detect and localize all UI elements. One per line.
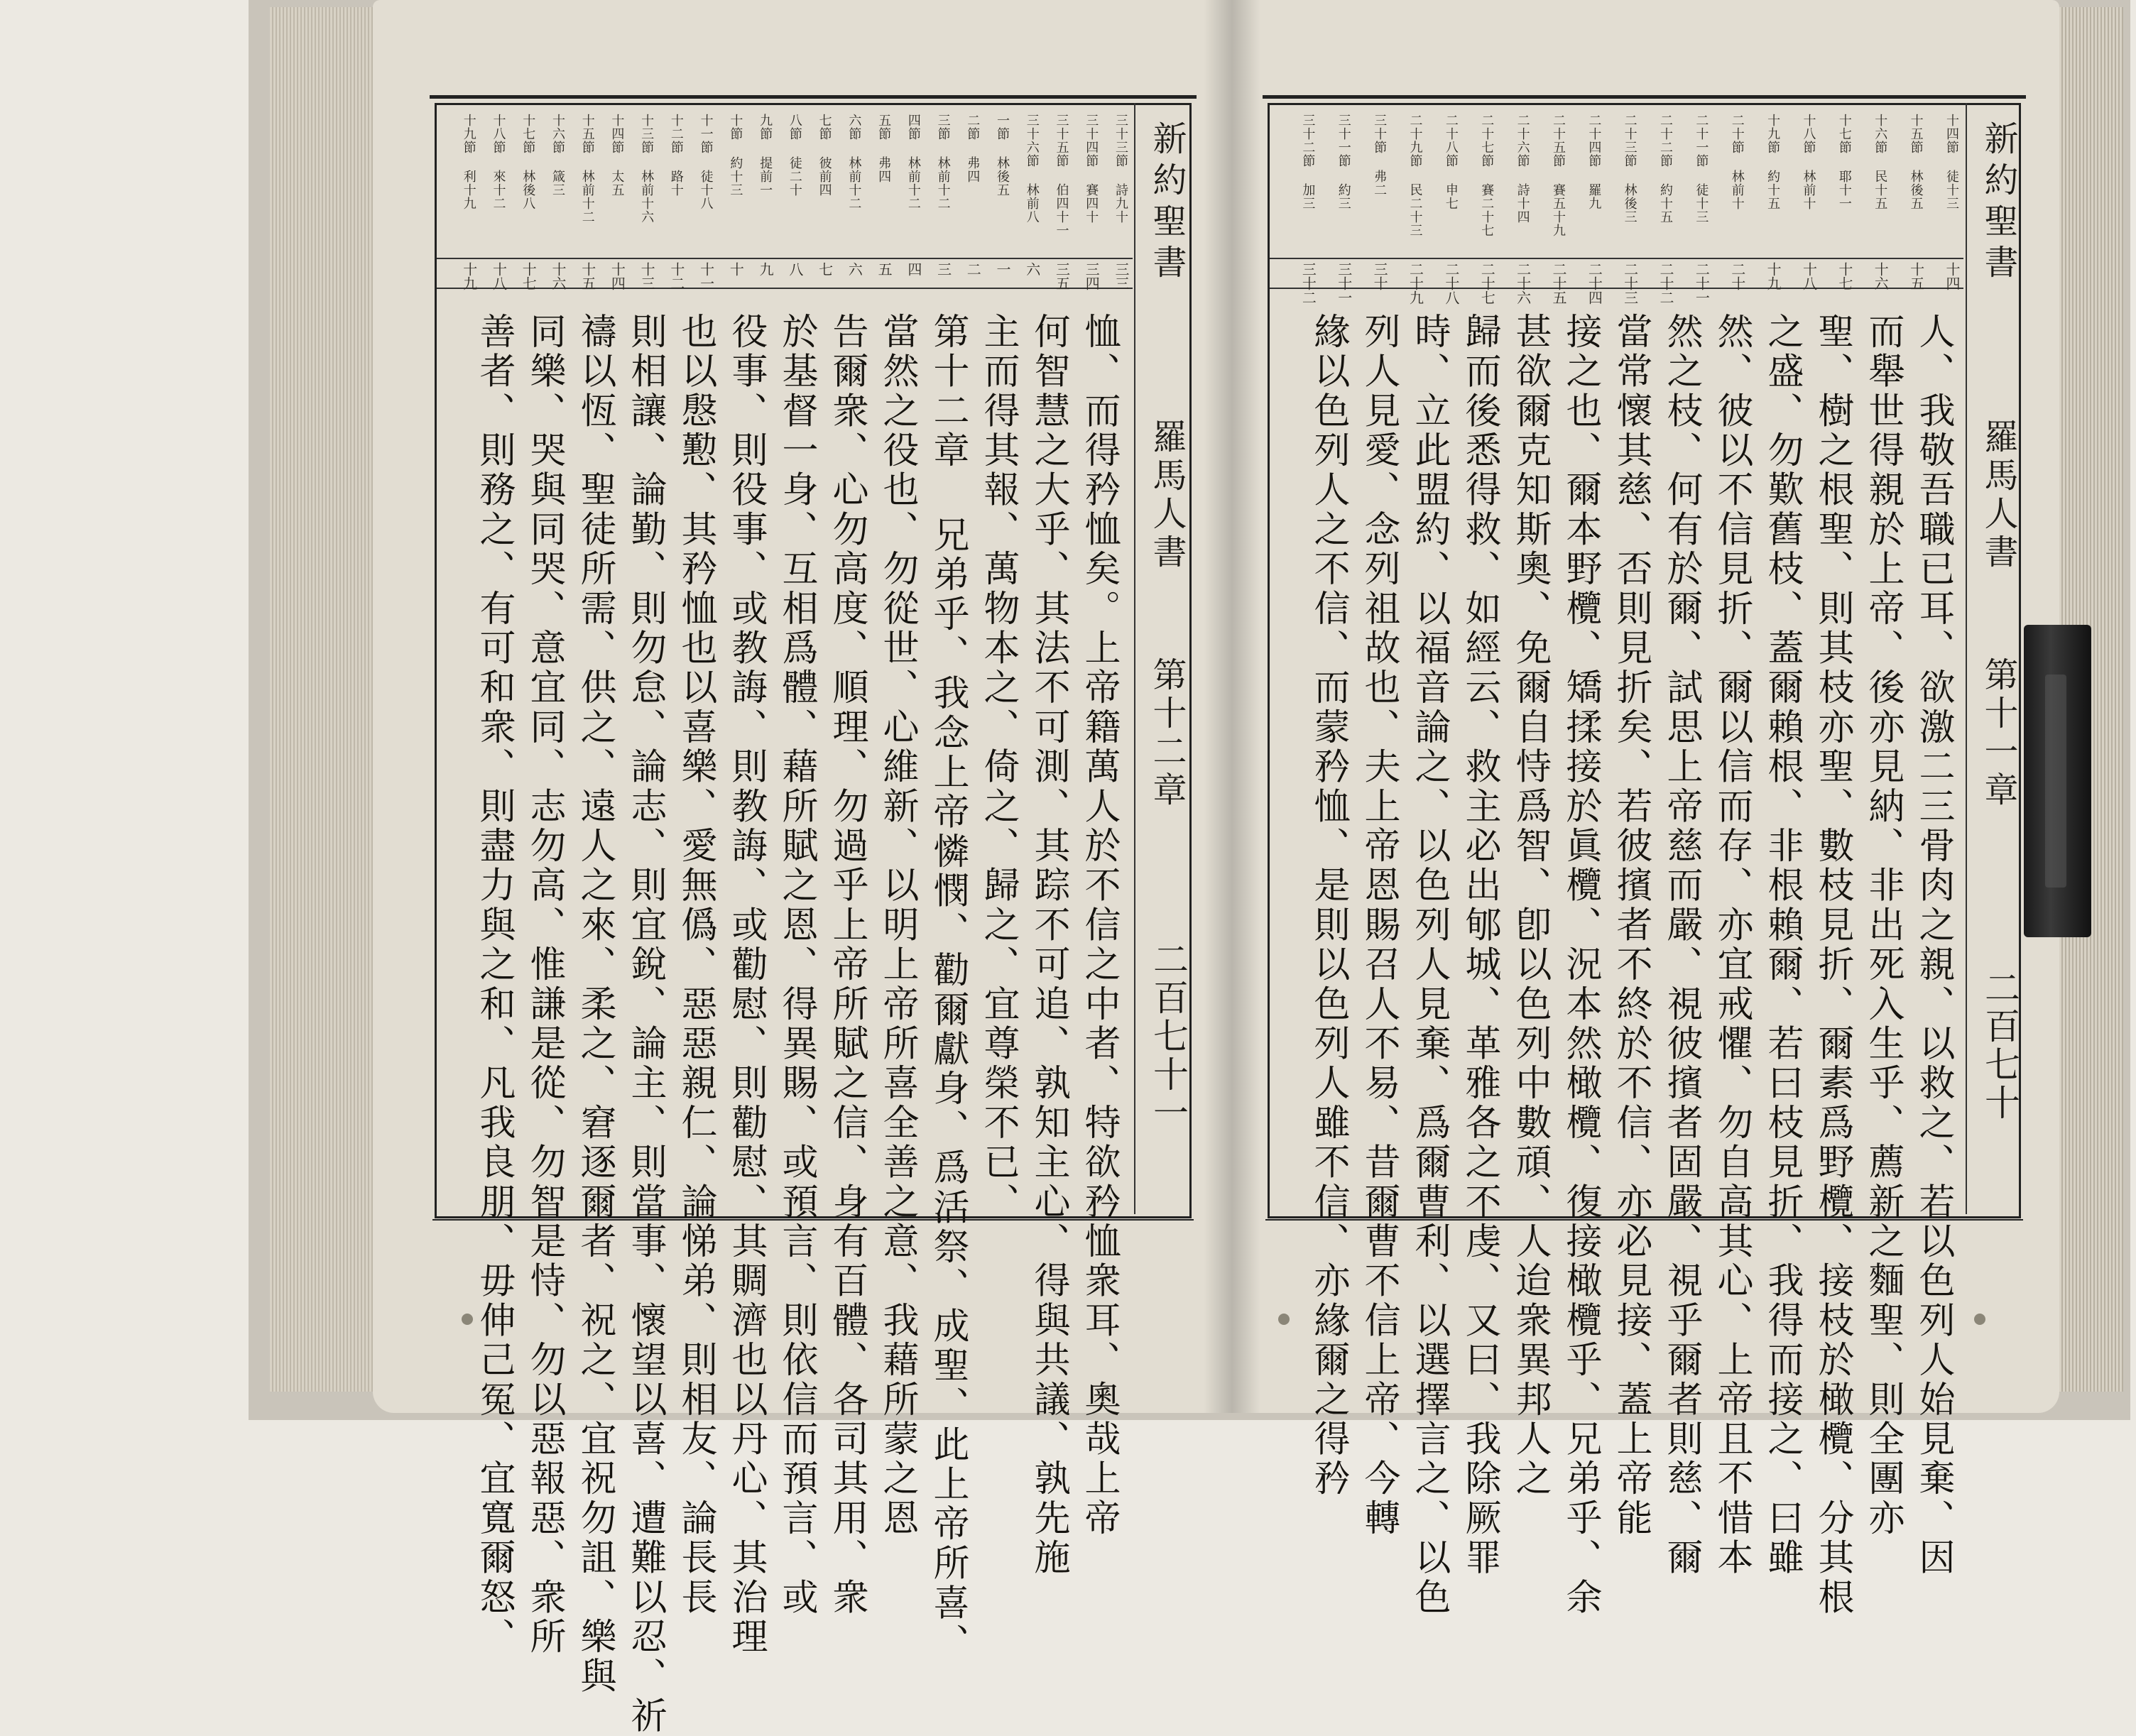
text-column: 列人見愛、念列祖故也、夫上帝恩賜召人不易、昔爾曹不信上帝、今轉 xyxy=(1358,312,1400,1539)
verse-number: 七 xyxy=(816,262,834,276)
page-edges-left xyxy=(270,7,383,1392)
verse-number: 二十三 xyxy=(1621,262,1639,305)
text-column: 甚欲爾克知斯奧、免爾自恃爲智、卽以色列中數頑、人迨衆異邦人之 xyxy=(1509,312,1551,1499)
reference-note: 八節 徒二十 xyxy=(787,114,802,197)
reference-note: 十四節 太五 xyxy=(609,114,625,197)
reference-note: 三十節 弗二 xyxy=(1372,114,1388,197)
reference-note: 二十八節 申七 xyxy=(1443,114,1459,210)
reference-note: 三十一節 約三 xyxy=(1336,114,1351,210)
text-column: 時、立此盟約、以福音論之、以色列人見棄、爲爾曹利、以選擇言之、以色 xyxy=(1408,312,1450,1618)
verse-number: 六 xyxy=(846,262,863,276)
verse-number: 五 xyxy=(876,262,893,276)
verse-number: 二十九 xyxy=(1407,262,1424,305)
text-column: 而舉世得親於上帝、後亦見納、非出死入生乎、薦新之麵聖、則全團亦 xyxy=(1862,312,1904,1539)
reference-note: 十六節 箴三 xyxy=(550,114,565,197)
verse-number: 六 xyxy=(1023,262,1041,276)
verse-number: 三五 xyxy=(1053,262,1071,290)
verse-number: 十九 xyxy=(1765,262,1782,290)
book-name: 羅馬人書 xyxy=(1147,419,1187,572)
reference-note: 二十二節 約十五 xyxy=(1658,114,1674,224)
text-column: 緣以色列人之不信、而蒙矜恤、是則以色列人雖不信、亦緣爾之得矜 xyxy=(1307,312,1349,1499)
reference-note: 十節 約十三 xyxy=(728,114,743,197)
verse-number: 九 xyxy=(757,262,775,276)
chapter-label: 第十一章 xyxy=(1978,657,2018,810)
reference-note: 十五節 林前十二 xyxy=(579,114,595,224)
text-column: 人、我敬吾職已耳、欲激二三骨肉之親、以救之、若以色列人始見棄、因 xyxy=(1912,312,1954,1578)
verse-number: 三十一 xyxy=(1335,262,1353,305)
verse-number: 十八 xyxy=(1800,262,1818,290)
text-column: 當然之役也、勿從世、心維新、以明上帝所喜全善之意、我藉所蒙之恩 xyxy=(876,312,918,1539)
verse-number: 二十二 xyxy=(1657,262,1675,305)
text-column: 告爾衆、心勿高度、順理、勿過乎上帝所賦之信、身有百體、各司其用、衆 xyxy=(826,312,868,1618)
text-column: 則相讓、論勤、則勿怠、論志、則宜銳、論主、則當事、懷望以喜、遭難以忍、祈 xyxy=(624,312,666,1736)
verse-number: 十四 xyxy=(1944,262,1961,290)
text-column: 之盛、勿歎舊枝、蓋爾賴根、非根賴爾、若曰枝見折、我得而接之、曰雖 xyxy=(1761,312,1803,1578)
text-column: 也以慇懃、其矜恤也以喜樂、愛無僞、惡惡親仁、論悌弟、則相友、論長長 xyxy=(675,312,716,1618)
reference-note: 十三節 林前十六 xyxy=(639,114,655,224)
page-number: 二百七十一 xyxy=(1148,941,1189,1132)
reference-note: 三十四節 賽四十 xyxy=(1084,114,1099,224)
reference-note: 二十一節 徒十三 xyxy=(1694,114,1709,224)
text-column: 何智慧之大乎、其法不可測、其踪不可追、孰知主心、得與共議、孰先施 xyxy=(1028,312,1069,1578)
verse-number: 三四 xyxy=(1083,262,1101,290)
book-gutter xyxy=(1204,0,1260,1413)
text-column: 禱以恆、聖徒所需、供之、遠人之來、柔之、窘逐爾者、祝之、宜祝勿詛、樂與 xyxy=(574,312,616,1697)
text-column: 當常懷其慈、否則見折矣、若彼擯者不終於不信、亦必見接、蓋上帝能 xyxy=(1610,312,1652,1539)
text-column: 聖、樹之根聖、則其枝亦聖、數枝見折、爾素爲野欖、接枝於橄欖、分其根 xyxy=(1811,312,1853,1618)
punch-hole xyxy=(1278,1314,1290,1325)
reference-note: 十八節 來十二 xyxy=(491,114,506,210)
reference-note: 十六節 民十五 xyxy=(1873,114,1888,210)
reference-note: 二十三節 林後三 xyxy=(1622,114,1638,224)
punch-hole xyxy=(1974,1314,1985,1325)
reference-note: 十二節 路十 xyxy=(668,114,684,197)
reference-note: 二十五節 賽五十九 xyxy=(1550,114,1566,237)
verse-number: 十七 xyxy=(1836,262,1853,290)
reference-note: 三十三節 詩九十 xyxy=(1113,114,1128,224)
text-column: 役事、則役事、或教誨、則教誨、或勸慰、則勸慰、其賙濟也以丹心、其治理 xyxy=(725,312,767,1657)
reference-note: 十九節 利十九 xyxy=(461,114,476,210)
verse-number: 二十五 xyxy=(1549,262,1567,305)
right-reference-notes xyxy=(1270,105,1963,259)
verse-number: 十四 xyxy=(609,262,626,290)
verse-number: 十八 xyxy=(490,262,508,290)
left-reference-notes xyxy=(437,105,1133,259)
text-column: 然之枝、何有於爾、試思上帝慈而嚴、視彼擯者固嚴、視乎爾者則慈、爾 xyxy=(1660,312,1702,1578)
reference-note: 三十五節 伯四十一 xyxy=(1054,114,1069,237)
verse-number: 二十一 xyxy=(1693,262,1711,305)
left-running-head xyxy=(1134,103,1189,1214)
text-column: 於基督一身、互相爲體、藉所賦之恩、得異賜、或預言、則依信而預言、或 xyxy=(775,312,817,1618)
reference-note: 三十六節 林前八 xyxy=(1024,114,1040,224)
text-column: 然、彼以不信見折、爾以信而存、亦宜戒懼、勿自高其心、上帝且不惜本 xyxy=(1711,312,1753,1578)
verse-number: 十 xyxy=(727,262,745,276)
reference-note: 二節 弗四 xyxy=(965,114,981,183)
reference-note: 一節 林後五 xyxy=(995,114,1010,197)
text-column: 接之也、爾本野欖、矯揉接於眞欖、況本然橄欖、復接橄欖乎、兄弟乎、余 xyxy=(1559,312,1601,1618)
book-title: 新約聖書 xyxy=(1147,121,1187,285)
text-column: 第十二章 兄弟乎、我念上帝憐憫、勸爾獻身、爲活祭、成聖、此上帝所喜、 xyxy=(927,312,969,1663)
book-title: 新約聖書 xyxy=(1978,121,2018,285)
verse-number: 一 xyxy=(994,262,1012,276)
punch-hole xyxy=(462,1314,473,1325)
reference-note: 四節 林前十二 xyxy=(905,114,921,210)
verse-number: 二 xyxy=(964,262,982,276)
right-running-head xyxy=(1966,103,2020,1214)
verse-number: 二十六 xyxy=(1514,262,1532,305)
chapter-label: 第十二章 xyxy=(1147,657,1187,810)
reference-note: 十八節 林前十 xyxy=(1801,114,1816,210)
reference-note: 十五節 林後五 xyxy=(1908,114,1924,210)
verse-number: 三 xyxy=(934,262,952,276)
verse-number: 二十四 xyxy=(1586,262,1603,305)
verse-number: 十三 xyxy=(638,262,656,290)
right-verse-number-row xyxy=(1270,259,1963,305)
reference-note: 十七節 耶十一 xyxy=(1836,114,1852,210)
verse-number: 四 xyxy=(905,262,922,276)
reference-note: 二十七節 賽二十七 xyxy=(1479,114,1495,237)
binder-clip-slot xyxy=(2045,675,2066,888)
book-name: 羅馬人書 xyxy=(1978,419,2018,572)
reference-note: 九節 提前一 xyxy=(758,114,773,197)
reference-note: 六節 林前十二 xyxy=(846,114,862,210)
text-column: 主而得其報、萬物本之、倚之、歸之、宜尊榮不已、 xyxy=(977,312,1019,1223)
verse-number: 二十 xyxy=(1728,262,1746,290)
reference-note: 五節 弗四 xyxy=(876,114,892,183)
verse-number: 十五 xyxy=(579,262,596,290)
verse-number: 二十八 xyxy=(1442,262,1460,305)
verse-number: 二十七 xyxy=(1478,262,1496,305)
reference-note: 三節 林前十二 xyxy=(935,114,951,210)
verse-number: 十一 xyxy=(697,262,715,290)
reference-note: 七節 彼前四 xyxy=(817,114,832,197)
verse-number: 三十二 xyxy=(1299,262,1317,305)
text-column: 同樂、哭與同哭、意宜同、志勿高、惟謙是從、勿智是恃、勿以惡報惡、衆所 xyxy=(523,312,565,1657)
verse-number: 十五 xyxy=(1907,262,1925,290)
verse-number: 十七 xyxy=(520,262,538,290)
verse-number: 八 xyxy=(786,262,804,276)
text-column: 善者、則務之、有可和衆、則盡力與之和、凡我良朋、毋伸己冤、宜寬爾怒、 xyxy=(473,312,515,1657)
reference-note: 十四節 徒十三 xyxy=(1944,114,1959,210)
text-column: 歸而後悉得救、如經云、救主必出郇城、革雅各之不虔、又曰、我除厥罪 xyxy=(1459,312,1500,1578)
left-verse-number-row xyxy=(437,259,1133,289)
reference-note: 十一節 徒十八 xyxy=(698,114,714,210)
reference-note: 十七節 林後八 xyxy=(521,114,536,210)
reference-note: 三十二節 加三 xyxy=(1300,114,1316,210)
page-number: 二百七十 xyxy=(1979,969,2020,1123)
reference-note: 二十四節 羅九 xyxy=(1586,114,1602,210)
verse-number: 十九 xyxy=(460,262,478,290)
reference-note: 二十六節 詩十四 xyxy=(1515,114,1530,224)
reference-note: 二十節 林前十 xyxy=(1729,114,1745,210)
reference-note: 十九節 約十五 xyxy=(1765,114,1781,210)
text-column: 恤、而得矜恤矣。上帝籍萬人於不信之中者、特欲矜恤衆耳、奧哉上帝 xyxy=(1078,312,1120,1539)
verse-number: 十二 xyxy=(668,262,685,290)
verse-number: 三三 xyxy=(1113,262,1130,290)
verse-number: 十六 xyxy=(1872,262,1890,290)
verse-number: 十六 xyxy=(549,262,567,290)
verse-number: 三十 xyxy=(1371,262,1389,290)
reference-note: 二十九節 民二十三 xyxy=(1407,114,1423,237)
